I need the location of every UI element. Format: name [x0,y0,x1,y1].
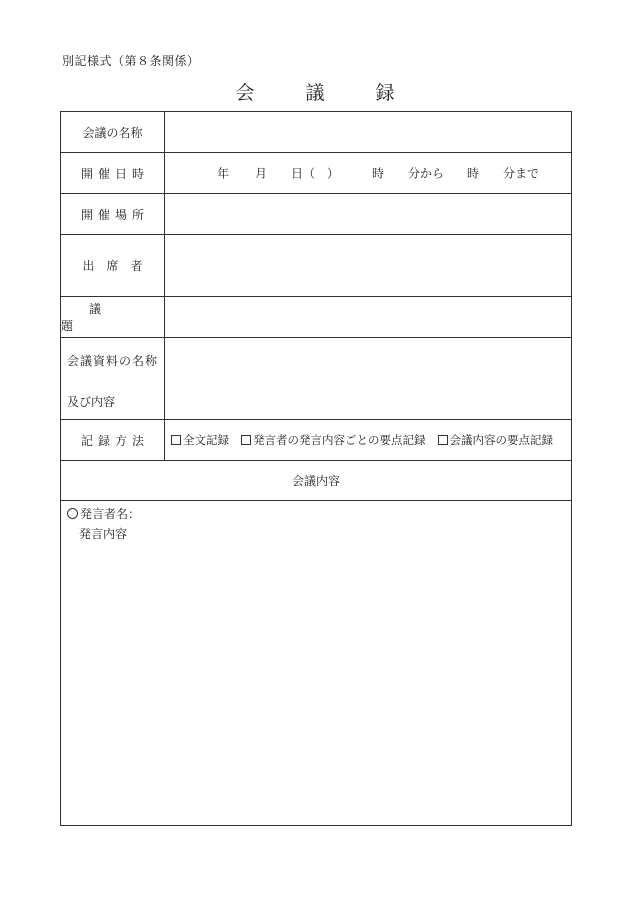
checkbox-icon[interactable] [241,435,251,445]
circle-bullet-icon [67,508,78,519]
speech-label: 発言内容 [79,527,128,541]
date-field[interactable] [165,153,571,193]
start-minute-unit: 分から [408,166,445,181]
materials-label-line2: 及び内容 [67,395,116,409]
speaker-line [67,505,140,522]
record-option-meeting-summary[interactable] [438,432,554,448]
end-minute-unit: 分まで [503,166,540,181]
record-option-meeting-summary-label: 会議内容の要点記録 [449,433,553,447]
meeting-name-label: 会議の名称 [61,112,165,152]
place-field[interactable] [165,194,571,234]
record-option-speaker-summary-label: 発言者の発言内容ごとの要点記録 [253,433,426,447]
month-unit: 月 [255,166,268,181]
meeting-content-area[interactable] [61,501,571,825]
materials-label-line1: 会議資料の名称 [67,354,159,368]
row-record-method [61,420,571,461]
row-place [61,194,571,235]
end-hour-unit: 時 [467,166,480,181]
content-section-title: 会議内容 [291,474,340,488]
attendees-label: 出席者 [61,235,165,296]
content-section-header [61,461,571,501]
meeting-record-table [60,111,572,826]
row-materials [61,338,571,420]
agenda-field[interactable] [165,297,571,337]
row-attendees [61,235,571,297]
row-date [61,153,571,194]
agenda-label: 議題 [61,297,165,337]
record-option-full-label: 全文記録 [183,433,229,447]
record-option-speaker-summary[interactable] [241,432,426,448]
row-meeting-name [61,112,571,153]
start-hour-unit: 時 [372,166,385,181]
form-reference: 別記様式（第８条関係） [62,54,200,68]
materials-label [61,338,165,419]
meeting-name-field[interactable] [165,112,571,152]
materials-field[interactable] [165,338,571,419]
place-label: 開催場所 [61,194,165,234]
record-method-options [165,420,571,460]
record-method-label: 記録方法 [61,420,165,460]
checkbox-icon[interactable] [438,435,448,445]
document-title: 会 議 録 [235,82,411,104]
attendees-field[interactable] [165,235,571,296]
record-option-full[interactable] [171,432,229,448]
checkbox-icon[interactable] [171,435,181,445]
date-label: 開催日時 [61,153,165,193]
speaker-label: 発言者名： [80,507,141,521]
row-agenda [61,297,571,338]
day-unit: 日（ ） [291,166,340,181]
year-unit: 年 [217,166,230,181]
